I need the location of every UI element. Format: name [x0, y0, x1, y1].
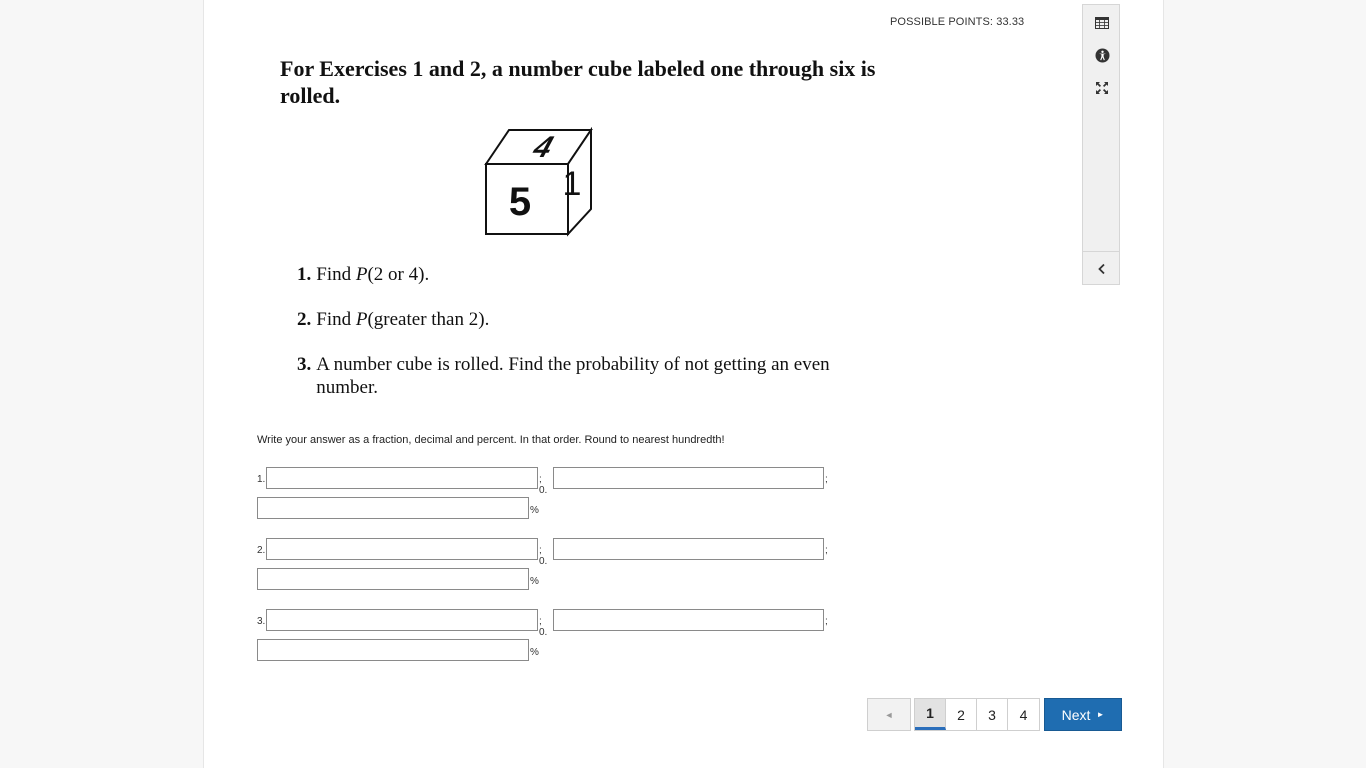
accessibility-icon[interactable] — [1092, 45, 1112, 65]
question-3: 3. A number cube is rolled. Find the probability of not getting an even number. — [297, 354, 830, 398]
cube-top-face: 4 — [526, 129, 561, 164]
percent-input-2[interactable] — [257, 568, 529, 590]
next-button[interactable] — [1044, 698, 1122, 731]
chevron-left-icon[interactable] — [1092, 259, 1112, 279]
next-button-label: Next — [1061, 706, 1091, 723]
number-cube-image — [484, 127, 594, 237]
problem-heading: For Exercises 1 and 2, a number cube labeled one through six is rolled. — [280, 56, 876, 108]
page-4-button[interactable]: 4 — [1019, 706, 1028, 723]
page-3-button[interactable]: 3 — [977, 699, 1008, 730]
toolbar-divider — [1083, 251, 1119, 252]
expand-icon[interactable] — [1092, 78, 1112, 98]
page-2-button[interactable]: 2 — [946, 699, 977, 730]
calendar-icon[interactable] — [1092, 12, 1112, 32]
page-1-button[interactable]: 1 — [915, 699, 946, 730]
question-2: 2. Find P(greater than 2). — [297, 309, 490, 330]
decimal-input-2[interactable] — [553, 538, 824, 560]
cube-side-face: 1 — [562, 165, 582, 203]
percent-input-3[interactable] — [257, 639, 529, 661]
fraction-input-2[interactable] — [266, 538, 538, 560]
side-toolbar — [1082, 4, 1120, 285]
cube-front-face: 5 — [508, 180, 532, 224]
answer-instructions: Write your answer as a fraction, decimal and percent. In that order. Round to nearest hundredth! — [257, 434, 725, 446]
decimal-input-1[interactable] — [553, 467, 824, 489]
decimal-input-3[interactable] — [553, 609, 824, 631]
question-1: 1. Find P(2 or 4). — [297, 264, 430, 285]
play-arrow-icon: ► — [1096, 710, 1105, 719]
page-number-group — [914, 698, 1040, 731]
percent-input-1[interactable] — [257, 497, 529, 519]
possible-points: POSSIBLE POINTS: 33.33 — [890, 16, 1025, 28]
fraction-input-3[interactable] — [266, 609, 538, 631]
fraction-input-1[interactable] — [266, 467, 538, 489]
previous-button[interactable]: ◄ — [867, 698, 911, 731]
